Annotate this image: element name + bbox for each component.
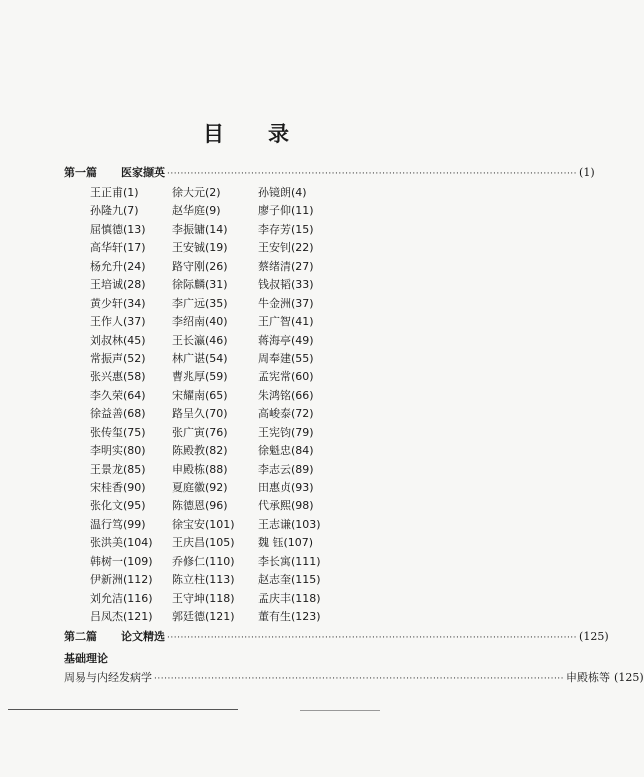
toc-name-entry[interactable]: 郭廷德(121): [172, 610, 235, 624]
toc-name-entry[interactable]: 温行笃(99): [90, 517, 146, 531]
toc-name-entry[interactable]: 廖子仰(11): [258, 204, 314, 218]
toc-name-entry[interactable]: 李长寓(111): [258, 554, 321, 568]
part2-page: (125): [579, 630, 609, 643]
toc-name-entry[interactable]: 朱鸿铭(66): [258, 388, 314, 402]
part1-title: 医家撷英: [121, 166, 165, 179]
page-rule-faint: [300, 710, 380, 711]
toc-name-entry[interactable]: 徐魁忠(84): [258, 444, 314, 458]
toc-entry-article[interactable]: [64, 670, 644, 686]
toc-name-entry[interactable]: 张广寅(76): [172, 425, 228, 439]
toc-name-entry[interactable]: 林广谌(54): [172, 351, 228, 365]
toc-name-entry[interactable]: 董有生(123): [258, 610, 321, 624]
toc-name-entry[interactable]: 韩树一(109): [90, 554, 153, 568]
toc-name-entry[interactable]: 孙隆九(7): [90, 204, 139, 218]
toc-name-entry[interactable]: 李绍南(40): [172, 315, 228, 329]
toc-name-entry[interactable]: 田惠贞(93): [258, 481, 314, 494]
toc-name-entry[interactable]: 张洪美(104): [90, 536, 153, 550]
name-index-grid: [90, 184, 430, 627]
toc-name-entry[interactable]: 路守刚(26): [172, 259, 228, 273]
part2-label: 第二篇: [64, 630, 97, 643]
toc-name-entry[interactable]: 王庆昌(105): [172, 536, 235, 550]
part1-page: (1): [579, 166, 595, 179]
toc-name-entry[interactable]: 陈德恩(96): [172, 499, 228, 513]
toc-name-entry[interactable]: 高峻泰(72): [258, 407, 314, 421]
part2-title: 论文精选: [121, 630, 165, 643]
toc-name-entry[interactable]: 王安钊(22): [258, 241, 314, 255]
toc-name-entry[interactable]: 申殿栋(88): [172, 462, 228, 476]
toc-name-entry[interactable]: 王志谦(103): [258, 517, 321, 531]
toc-name-entry[interactable]: 蒋海亭(49): [258, 333, 314, 347]
part1-label: 第一篇: [64, 166, 97, 179]
toc-name-entry[interactable]: 高华轩(17): [90, 241, 146, 255]
toc-name-entry[interactable]: 周奉建(55): [258, 351, 314, 365]
dot-leader: ··························································································································: [154, 674, 565, 684]
article-title: 周易与内经发病学: [64, 671, 152, 684]
toc-name-entry[interactable]: 王宪钧(79): [258, 425, 314, 439]
toc-name-entry[interactable]: 魏 钰(107): [258, 536, 314, 550]
toc-name-entry[interactable]: 乔修仁(110): [172, 554, 235, 568]
toc-name-entry[interactable]: 黄少轩(34): [90, 296, 146, 310]
toc-name-entry[interactable]: 宋桂香(90): [90, 481, 146, 494]
toc-entry-part2[interactable]: [64, 629, 609, 645]
toc-name-entry[interactable]: 李存芳(15): [258, 222, 314, 236]
toc-name-entry[interactable]: 李振镛(14): [172, 222, 228, 236]
toc-name-entry[interactable]: 路呈久(70): [172, 407, 228, 421]
toc-name-entry[interactable]: 王培诚(28): [90, 278, 146, 292]
toc-name-entry[interactable]: 钱叔韬(33): [258, 278, 314, 292]
title-char-2: 录: [268, 121, 289, 146]
toc-name-entry[interactable]: 代承熙(98): [258, 499, 314, 513]
article-page: (125): [614, 671, 644, 684]
section-heading: 基础理论: [64, 652, 108, 665]
toc-name-entry[interactable]: 伊新洲(112): [90, 573, 153, 587]
toc-name-entry[interactable]: 刘叔林(45): [90, 333, 146, 347]
toc-name-entry[interactable]: 孙镜朗(4): [258, 186, 307, 199]
toc-name-entry[interactable]: 王安铖(19): [172, 241, 228, 255]
toc-name-entry[interactable]: 王守坤(118): [172, 591, 235, 605]
toc-name-entry[interactable]: 曹兆厚(59): [172, 370, 228, 384]
toc-name-entry[interactable]: 李志云(89): [258, 462, 314, 476]
toc-name-entry[interactable]: 张化文(95): [90, 499, 146, 513]
dot-leader: ··························································································································: [167, 633, 578, 643]
toc-name-entry[interactable]: 吕凤杰(121): [90, 610, 153, 624]
toc-name-entry[interactable]: 孟宪常(60): [258, 370, 314, 384]
toc-name-entry[interactable]: 李广远(35): [172, 296, 228, 310]
toc-name-entry[interactable]: 李明实(80): [90, 444, 146, 458]
toc-name-entry[interactable]: 刘允洁(116): [90, 591, 153, 605]
toc-name-entry[interactable]: 屈慎德(13): [90, 222, 146, 236]
toc-name-entry[interactable]: 常振声(52): [90, 351, 146, 365]
toc-name-entry[interactable]: 徐益善(68): [90, 407, 146, 421]
toc-name-entry[interactable]: 蔡绪清(27): [258, 259, 314, 273]
toc-name-entry[interactable]: 孟庆丰(118): [258, 591, 321, 605]
toc-name-entry[interactable]: 陈立柱(113): [172, 573, 235, 587]
toc-name-entry[interactable]: 王景龙(85): [90, 462, 146, 476]
toc-name-entry[interactable]: 陈殿教(82): [172, 444, 228, 458]
toc-name-entry[interactable]: 张兴惠(58): [90, 370, 146, 384]
toc-entry-part1[interactable]: [64, 165, 595, 181]
toc-name-entry[interactable]: 夏庭徽(92): [172, 481, 228, 494]
title-char-1: 目: [203, 121, 224, 146]
toc-name-entry[interactable]: 王广智(41): [258, 315, 314, 329]
toc-name-entry[interactable]: 徐大元(2): [172, 186, 221, 199]
toc-name-entry[interactable]: 宋耀南(65): [172, 388, 228, 402]
dot-leader: ··························································································································: [167, 169, 578, 179]
toc-name-entry[interactable]: 杨允升(24): [90, 259, 146, 273]
toc-name-entry[interactable]: 徐宝安(101): [172, 517, 235, 531]
toc-name-entry[interactable]: 王正甫(1): [90, 186, 139, 199]
page-rule: [8, 709, 238, 710]
toc-name-entry[interactable]: 王作人(37): [90, 315, 146, 329]
article-author: 申殿栋等: [566, 671, 611, 684]
toc-name-entry[interactable]: 王长瀛(46): [172, 333, 228, 347]
toc-name-entry[interactable]: 牛金洲(37): [258, 296, 314, 310]
toc-name-entry[interactable]: 张传玺(75): [90, 425, 146, 439]
toc-name-entry[interactable]: 李久荣(64): [90, 388, 146, 402]
toc-name-entry[interactable]: 赵志奎(115): [258, 573, 321, 587]
toc-name-entry[interactable]: 徐际麟(31): [172, 278, 228, 292]
toc-name-entry[interactable]: 赵华庭(9): [172, 204, 221, 218]
